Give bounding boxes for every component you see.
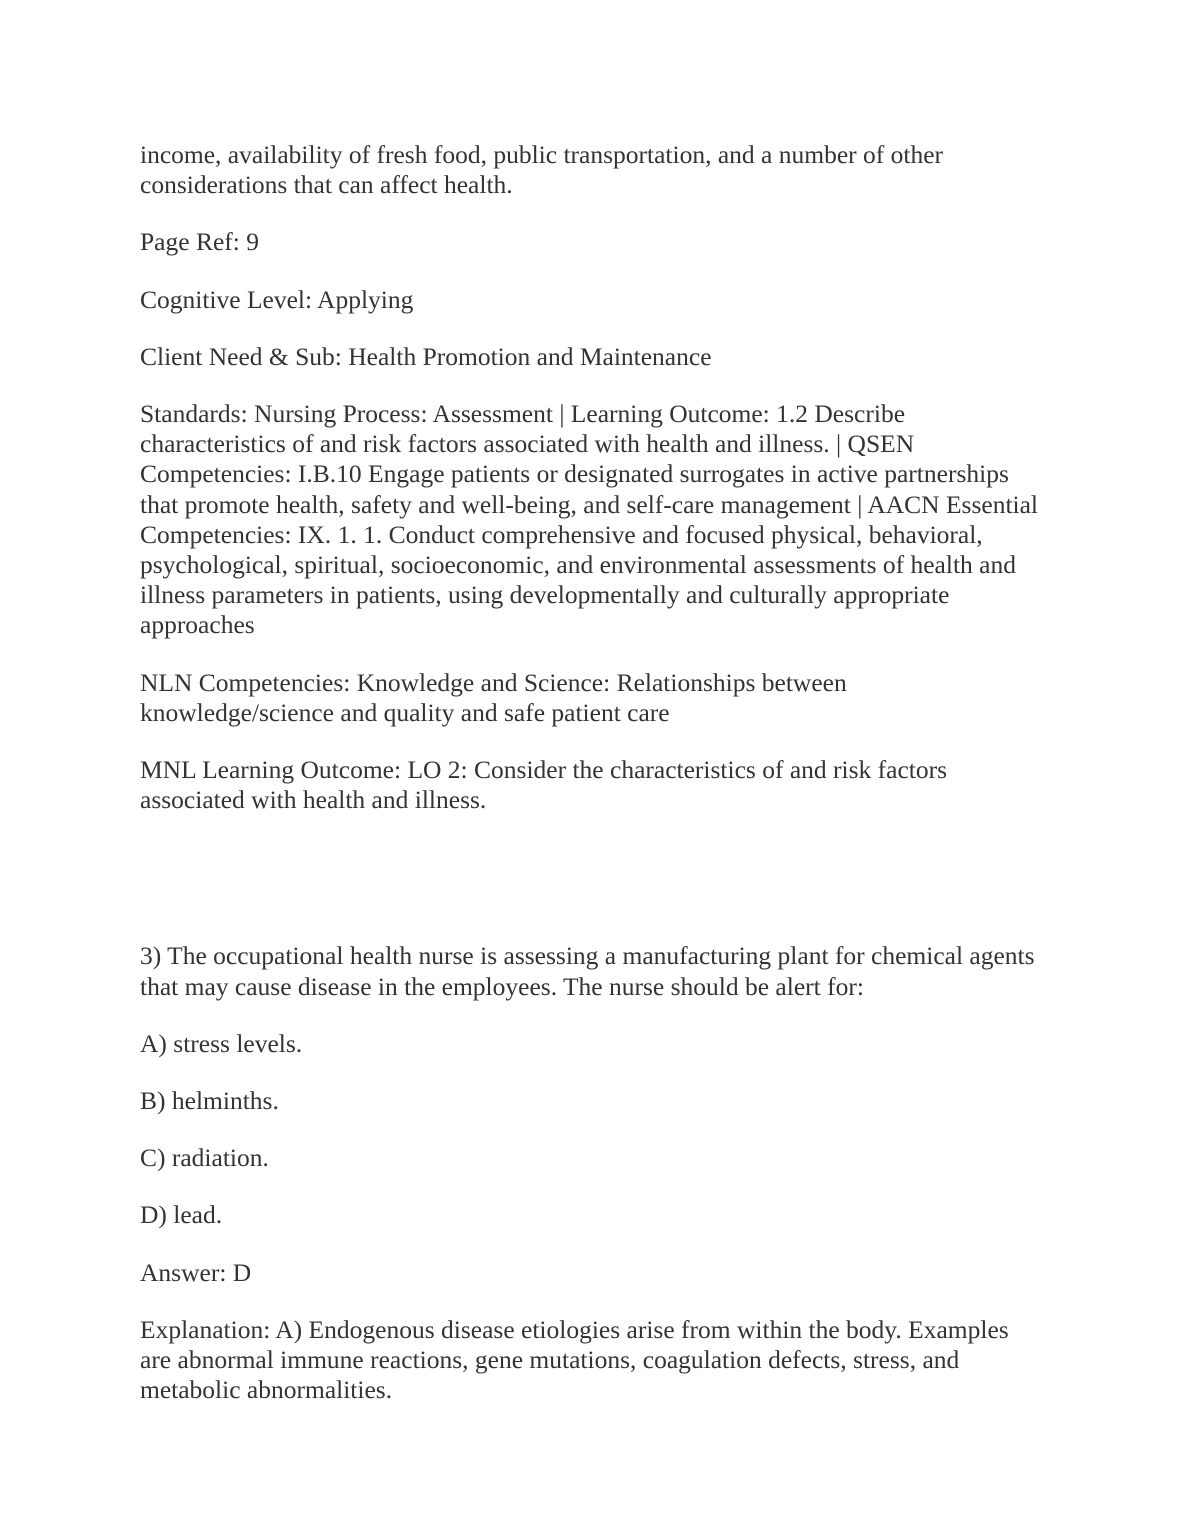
page-ref: Page Ref: 9 [140, 227, 259, 257]
section-spacer [140, 842, 1040, 941]
explanation: Explanation: A) Endogenous disease etiologies arise from within the body. Examples are abnormal immune reactions, gene mutations, coagulation defects, stress, and metabolic abnormalities. [140, 1314, 1009, 1405]
option-b: B) helminths. [140, 1086, 279, 1116]
intro-tail-text: income, availability of fresh food, public transportation, and a number of other considerations that can affect health. [140, 140, 944, 200]
mnl-learning-outcome: MNL Learning Outcome: LO 2: Consider the characteristics of and risk factors associated with health and illness. [140, 755, 948, 815]
option-c: C) radiation. [140, 1143, 269, 1173]
document-page [140, 140, 1040, 1432]
answer: Answer: D [140, 1257, 252, 1287]
question-stem: 3) The occupational health nurse is assessing a manufacturing plant for chemical agents that may cause disease in the employees. The nurse should be alert for: [140, 941, 1035, 1001]
nln-competencies: NLN Competencies: Knowledge and Science: Relationships between knowledge/science and quality and safe patient care [140, 667, 847, 727]
standards: Standards: Nursing Process: Assessment | Learning Outcome: 1.2 Describe characteristics of and risk factors associated with health and illness. | QSEN Competencies: I.B.10 Engage patients or designated surrogates in active partnerships that promote health, safety and well-being, and self-care management | AACN Essential Competencies: IX. 1. 1. Conduct comprehensive and focused physical, behavioral, psychological, spiritual, socioeconomic, and environmental assessments of health and illness parameters in patients, using developmentally and culturally appropriate approaches [140, 399, 1039, 640]
option-a: A) stress levels. [140, 1028, 303, 1058]
option-d: D) lead. [140, 1200, 223, 1230]
client-need: Client Need & Sub: Health Promotion and Maintenance [140, 341, 712, 371]
cognitive-level: Cognitive Level: Applying [140, 284, 414, 314]
